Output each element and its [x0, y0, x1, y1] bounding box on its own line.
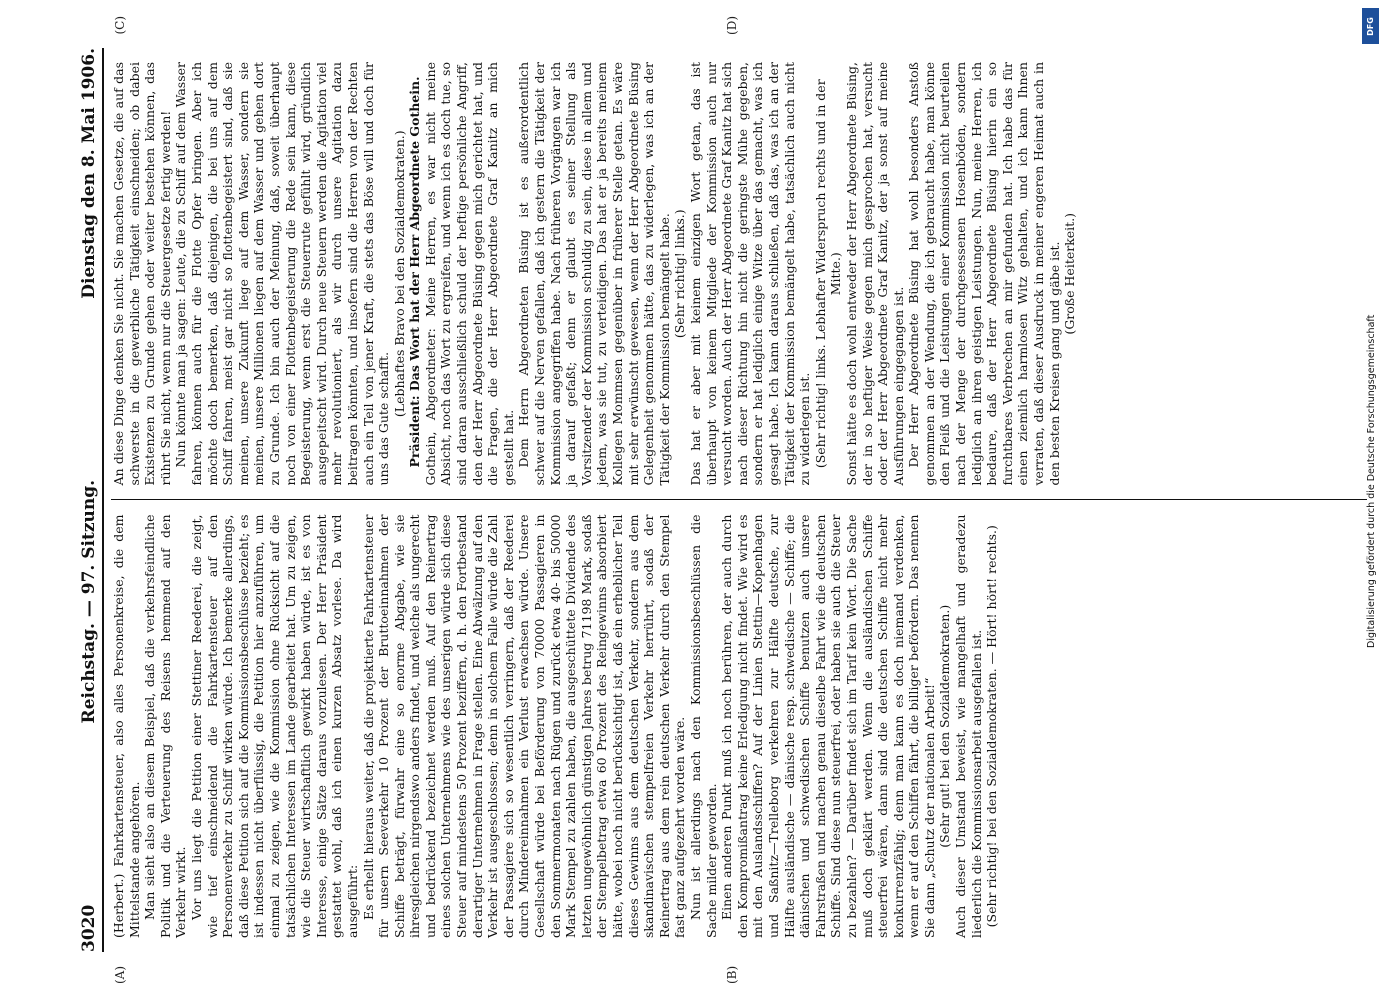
- paragraph: Auch dieser Umstand beweist, wie mangelhaft und geradezu liederlich die Kommissionsarbeit ausgefallen ist.: [953, 514, 984, 938]
- paragraph: Einen anderen Punkt muß ich noch berühren, der auch durch den Kompromißantrag keine Erledigung nicht findet. Wie wird es mit den Auslandsschiffen? Auf der Linien Stettin—Kopenhagen und Saßnitz—Trelleborg verkehren zur Hälfte deutsche, zur Hälfte ausländische — dänische resp. schwedische — Schiffe; die dänischen und schwedischen Schiffe benutzen auch unsere Fahrstraßen und machen genau dieselbe Fahrt wie die deutschen Schiffe. Sind diese nun steuerfrei, oder haben sie auch die Steuer zu bezahlen? — Darüber findet sich im Tarif kein Wort. Die Sache muß doch geklärt werden. Wenn die ausländischen Schiffe steuerfrei wären, dann sind die deutschen Schiffe nicht mehr konkurrenzfähig; denn man kann es doch niemand verdenken, wenn er auf den Schiffen fährt, die billiger befördern. Das nennen Sie dann „Schutz der nationalen Arbeit!“: [719, 514, 937, 938]
- quoted-paragraph: Es erhellt hieraus weiter, daß die projektierte Fahrkartensteuer für unsern Seeverkehr 10 Prozent der Bruttoeinnahmen der Schiffe beträgt, fürwahr eine so enorme Abgabe, wie sie ihresgleichen nirgendswo anders findet, und welche als ungerecht und bedrückend bezeichnet werden muß. Auf den Reinertrag eines solchen Unternehmens wie des unserigen würde sich diese Steuer auf mindestens 50 Prozent beziffern, d. h. den Fortbestand derartiger Unternehmen in Frage stellen. Eine Abwälzung auf den Verkehr ist ausgeschlossen; denn in solchem Falle würde die Zahl der Passagiere sich so wesentlich verringern, daß der Reederei durch Mindereinnahmen ein Verlust erwachsen würde. Unsere Gesellschaft würde bei Beförderung von 70000 Passagieren in den Sommermonaten nach Rügen und zurück etwa 40- bis 50000 Mark Stempel zu zahlen haben, die ausgeschüttete Dividende des letzten ungewöhnlich günstigen Jahres betrug 71198 Mark, sodaß der Stempelbetrag etwa 60 Prozent des Reingewinns absorbiert hätte, wobei noch nicht berücksichtigt ist, daß ein erheblicher Teil dieses Gewinns aus dem deutschen Verkehr, sondern aus dem skandinavischen stempelfreien Verkehr herrührt, sodaß der Reinertrag aus dem rein deutschen Verkehr durch den Stempel fast ganz aufgezehrt worden wäre.: [360, 514, 688, 938]
- paragraph: (Herbert.) Fahrkartensteuer, also alles Personenkreise, die dem Mittelstande angehören.: [111, 514, 142, 938]
- paragraph: Man sieht also an diesem Beispiel, daß die verkehrsfeindliche Politik und die Verteuerung des Reisens hemmend auf den Verkehr wirkt.: [142, 514, 189, 938]
- interjection: (Große Heiterkeit.): [1062, 212, 1078, 335]
- paragraph: Nun ist allerdings nach den Kommissionsbeschlüssen die Sache milder geworden.: [687, 514, 719, 938]
- paragraph: Dem Herrn Abgeordneten Büsing ist es außerordentlich schwer auf die Nerven gefallen, daß ich gestern die Tätigkeit der Kommission angegriffen habe. Nach früheren Vorgängen war ich ja darauf gefaßt; denn er glaubt es seiner Stellung als Vorsitzender der Kommission schuldig zu sein, diese in allem und jedem, was sie tut, zu verteidigen. Das hat er ja bereits meinem Kollegen Mommsen gegenüber in früherer Stelle getan. Es wäre mit sehr erwünscht gewesen, wenn der Herr Abgeordnete Büsing Gelegenheit genommen hätte, das zu widerlegen, was ich an der Tätigkeit der Kommission bemängelt habe.: [516, 62, 672, 486]
- interjection: (Sehr richtig! links. Lebhafter Widerspruch rechts und in der Mitte.): [812, 79, 844, 469]
- margin-marker-b: (B): [725, 965, 739, 984]
- margin-marker-d: (D): [725, 16, 739, 35]
- page-number: 3020: [79, 904, 99, 952]
- funding-caption: Digitalisierung gefördert durch die Deutsche Forschungsgemeinschaft: [1366, 314, 1377, 648]
- column-divider: [111, 500, 1367, 501]
- left-column: [107, 501, 1367, 953]
- paragraph: Der Herr Abgeordnete Büsing hat wohl besonders Anstoß genommen an der Wendung, die ich gebraucht habe, man könne den Fleiß und die Leistungen einer Kommission nicht beurteilen nach der Menge der durchgesessenen Hosenböden, sondern lediglich an ihren geistigen Leistungen. Nun, meine Herren, ich bedaure, daß der Herr Abgeordnete Büsing hierin ein so furchtbares Verbrechen an mir gefunden hat. Ich habe das für einen ziemlich harmlosen Witz gehalten, und ich kann Ihnen verraten, daß dieser Ausdruck in meiner engeren Heimat auch in den besten Kreisen gang und gäbe ist.: [906, 62, 1062, 486]
- speaker-paragraph: Gothein, Abgeordneter: Meine Herren, es war nicht meine Absicht, noch das Wort zu ergreifen, und wenn ich es doch tue, so sind daran ausschließlich schuld der heftige persönliche Angriff, den der Herr Abgeordnete Büsing gegen mich gerichtet hat, und die Fragen, die der Herr Abgeordnete Graf Kanitz an mich gestellt hat.: [422, 62, 516, 486]
- session-title: Reichstag. — 97. Sitzung.: [79, 479, 99, 724]
- margin-marker-a: (A): [113, 965, 127, 984]
- speaker-paragraph: Präsident: Das Wort hat der Herr Abgeordnete Gothein.: [407, 76, 423, 468]
- interjection: (Sehr richtig! links.): [672, 209, 688, 339]
- interjection: (Sehr gut! bei den Sozialdemokraten.): [937, 604, 953, 848]
- right-column: [107, 48, 1367, 500]
- margin-marker-c: (C): [113, 16, 127, 35]
- text-columns: [107, 48, 1367, 952]
- session-date: Dienstag den 8. Mai 1906.: [79, 48, 99, 299]
- rotated-page: [55, 0, 1383, 1000]
- interjection: (Lebhaftes Bravo bei den Sozialdemokraten.): [391, 130, 407, 418]
- page-header: [63, 48, 104, 952]
- paragraph: Vor uns liegt die Petition einer Stettiner Reederei, die zeigt, wie tief einschneidend die Fahrkartensteuer auf den Personenverkehr zu Schiff wirken würde. Ich bemerke allerdings, daß diese Petition sich auf die Kommissionsbeschlüsse bezieht; es ist indessen nicht überflüssig, die Petition hier anzuführen, um einmal zu zeigen, wie die Kommission ohne Rücksicht auf die tatsächlichen Interessen im Lande gearbeitet hat. Um zu zeigen, wie die Steuer wirtschaftlich gewirkt haben würde, ist es von Interesse, einige Sätze daraus vorzulesen. Der Herr Präsident gestattet wohl, daß ich einen kurzen Absatz vorlese. Da wird ausgeführt:: [188, 514, 360, 938]
- dfg-logo: DFG: [1362, 8, 1379, 44]
- paragraph: Das hat er aber mit keinem einzigen Wort getan, das ist überhaupt von keinem Mitgliede der Kommission auch nur versucht worden. Auch der Herr Abgeordnete Graf Kanitz hat sich nach dieser Richtung hin nicht die geringste Mühe gegeben, sondern er hat lediglich einige Witze über das gemacht, was ich gesagt habe. Ich kann daraus schließen, daß das, was ich an der Tätigkeit der Kommission bemängelt habe, tatsächlich auch nicht zu widerlegen ist.: [687, 62, 813, 486]
- paragraph: Nun könnte man ja sagen: Leute, die zu Schiff auf dem Wasser fahren, können auch für die Flotte Opfer bringen. Aber ich möchte doch bemerken, daß diejenigen, die bei uns auf dem Schiff fahren, meist gar nicht so flottenbegeistert sind, daß sie meinen, unsere Zukunft liege auf dem Wasser, sondern sie meinen, unsere Millionen liegen auf dem Wasser und gehen dort zu Grunde. Ich bin auch der Meinung, daß, soweit überhaupt noch von einer Flottenbegeisterung die Rede sein kann, diese Begeisterung, wenn erst die Steuerrute gefühlt wird, gründlich ausgepeitscht wird. Durch neue Steuern werden die Agitation viel mehr revolutioniert, als wir durch unsere Agitation dazu beitragen könnten, und insofern sind die Herren von der Rechten auch ein Teil von jener Kraft, die stets das Böse will und doch für uns das Gute schafft.: [173, 62, 392, 486]
- interjection: (Sehr richtig! bei den Sozialdemokraten. — Hört! hört! rechts.): [984, 525, 1000, 928]
- paragraph: An diese Dinge denken Sie nicht. Sie machen Gesetze, die auf das schwerste in die gewerbliche Tätigkeit einschneiden; ob dabei Existenzen zu Grunde gehen oder weiter bestehen können, das rührt Sie nicht, wenn nur die Steuergesetze fertig werden!: [111, 62, 173, 486]
- paragraph: Sonst hätte es doch wohl entweder der Herr Abgeordnete Büsing, der in so heftiger Weise gegen mich gesprochen hat, versucht oder der Herr Abgeordnete Graf Kanitz, der ja sonst auf meine Ausführungen eingegangen ist.: [843, 62, 906, 486]
